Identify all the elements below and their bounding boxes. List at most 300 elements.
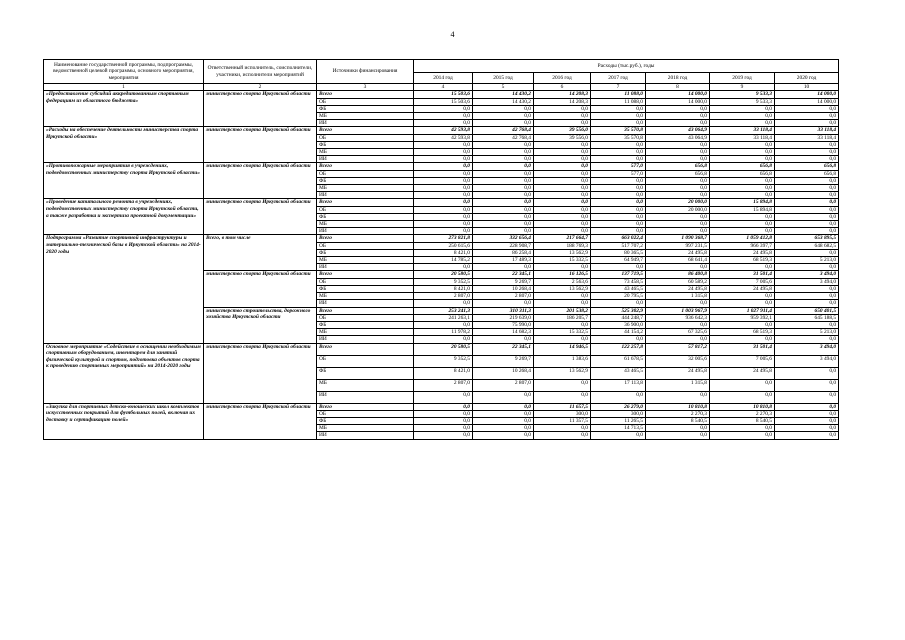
expense-value: 0,0 [591,199,646,206]
expense-value: 11 088,0 [591,98,646,105]
expense-value: 24 495,8 [710,367,775,379]
program-name: Подпрограмма «Развитие спортивной инфраструктуры и материально-технической базы в Иркутской области» на 2014-2020 годы [44,235,204,343]
funding-source: ФБ [317,141,414,148]
expense-value: 2 807,0 [414,293,473,300]
expense-value: 8 421,0 [414,285,473,292]
expense-value: 0,0 [775,228,839,235]
expense-value: 73 458,5 [591,278,646,285]
expense-value: 7 005,6 [710,278,775,285]
expense-value: 31 501,4 [710,271,775,278]
expense-value: 0,0 [473,120,534,127]
expense-value: 9 533,3 [710,91,775,98]
expense-value: 9 269,7 [473,355,534,367]
expense-value: 43 064,9 [646,134,710,141]
expense-value: 0,0 [414,321,473,328]
expense-value: 13 562,9 [534,285,591,292]
expense-value: 0,0 [414,410,473,417]
funding-source: ФБ [317,249,414,256]
expense-value: 0,0 [710,379,775,391]
funding-source: ФБ [317,417,414,424]
col-name-header: Наименование государственной программы, подпрограммы, ведомственной целевой программы, основного мероприятия, мероприятия [44,60,204,84]
funding-source: ИИ [317,391,414,403]
expense-value: 14 682,3 [473,329,534,336]
expense-value: 228 908,7 [473,242,534,249]
expense-value: 8 540,5 [710,417,775,424]
expense-value: 0,0 [710,149,775,156]
column-number: 10 [775,84,839,91]
expense-value: 0,0 [646,228,710,235]
expense-value: 0,0 [534,192,591,199]
expense-value: 0,0 [646,221,710,228]
table-row [44,199,839,206]
expense-value: 0,0 [710,120,775,127]
expense-value: 20 000,0 [646,199,710,206]
expense-value: 2 563,6 [534,278,591,285]
expense-value: 22 345,1 [473,271,534,278]
expense-value: 1 059 412,8 [710,235,775,242]
expense-value: 2 270,3 [646,410,710,417]
expense-value: 0,0 [646,113,710,120]
expense-value: 0,0 [473,199,534,206]
funding-source: МБ [317,185,414,192]
expense-value: 0,0 [591,264,646,271]
table-row [44,163,839,170]
expense-value: 42 768,4 [473,127,534,134]
expense-value: 0,0 [534,141,591,148]
expense-value: 33 118,4 [775,127,839,134]
col-resp-header: Ответственный исполнитель, соисполнители, участники, исполнители мероприятий [204,60,317,84]
expense-value: 0,0 [646,432,710,439]
expense-value: 14 000,0 [646,98,710,105]
expense-value: 0,0 [591,120,646,127]
expense-value: 273 821,8 [414,235,473,242]
expense-value: 0,0 [710,185,775,192]
expense-value: 0,0 [646,391,710,403]
expense-value: 10 268,4 [473,367,534,379]
expense-value: 9 352,5 [414,355,473,367]
expense-value: 0,0 [775,321,839,328]
expense-value: 0,0 [591,192,646,199]
expense-value: 0,0 [646,192,710,199]
expense-value: 20 580,5 [414,343,473,355]
expense-value: 0,0 [534,120,591,127]
expense-value: 2 807,0 [473,293,534,300]
expense-value: 5 213,0 [775,329,839,336]
responsible-executor: министерство спорта Иркутской области [204,127,317,163]
responsible-executor: министерство спорта Иркутской области [204,343,317,403]
page-number: 4 [450,30,455,39]
program-name: «Закупка для спортивных детско-юношеских школ комплектов искусственных покрытий для футбольных полей, включая их доставку и сертификацию полей» [44,403,204,439]
expense-value: 0,0 [646,156,710,163]
col-expenses-header: Расходы (тыс.руб.), годы [414,60,839,73]
expense-value: 0,0 [414,192,473,199]
column-number: 5 [473,84,534,91]
expense-value: 997 231,5 [646,242,710,249]
expense-value: 17 113,8 [591,379,646,391]
header-row [44,60,839,73]
expense-value: 0,0 [710,264,775,271]
expense-value: 0,0 [775,105,839,112]
responsible-executor: министерство спорта Иркутской области [204,403,317,439]
expense-value: 959 392,1 [710,314,775,321]
expense-value: 0,0 [775,425,839,432]
expense-value: 517 707,2 [591,242,646,249]
expense-value: 656,8 [646,170,710,177]
expense-value: 0,0 [646,213,710,220]
expense-value: 656,8 [775,170,839,177]
expense-value: 0,0 [414,391,473,403]
responsible-executor: министерство спорта Иркутской области [204,91,317,127]
expense-value: 0,0 [710,336,775,343]
expense-value: 0,0 [534,105,591,112]
expense-value: 0,0 [591,336,646,343]
expense-value: 0,0 [710,293,775,300]
expense-value: 0,0 [775,336,839,343]
expense-value: 0,0 [710,221,775,228]
expense-value: 0,0 [473,425,534,432]
funding-source: ФБ [317,285,414,292]
expense-value: 0,0 [710,192,775,199]
expense-value: 0,0 [775,403,839,410]
expense-value: 8 421,0 [414,249,473,256]
expense-value: 0,0 [414,177,473,184]
expense-value: 1 315,8 [646,379,710,391]
funding-source: МБ [317,379,414,391]
expense-value: 0,0 [591,391,646,403]
expense-value: 14 000,0 [775,98,839,105]
funding-source: ОБ [317,410,414,417]
expense-value: 0,0 [591,206,646,213]
expense-value: 0,0 [414,228,473,235]
expense-value: 0,0 [710,105,775,112]
funding-source: Всего [317,403,414,410]
expenses-table [43,59,839,440]
expense-value: 39 556,0 [534,134,591,141]
funding-source: ФБ [317,213,414,220]
expense-value: 0,0 [473,417,534,424]
funding-source: Всего [317,271,414,278]
expense-value: 0,0 [414,120,473,127]
expense-value: 186 205,7 [534,314,591,321]
expense-value: 0,0 [473,192,534,199]
expense-value: 8 540,5 [646,417,710,424]
expense-value: 137 719,5 [591,271,646,278]
expense-value: 0,0 [473,432,534,439]
expense-value: 14 713,5 [591,425,646,432]
expense-value: 0,0 [534,206,591,213]
expense-value: 0,0 [534,177,591,184]
column-number: 7 [591,84,646,91]
year-header: 2020 год [775,73,839,84]
expense-value: 1 383,6 [534,355,591,367]
expense-value: 36 900,0 [591,321,646,328]
expense-value: 0,0 [534,391,591,403]
expense-value: 0,0 [710,156,775,163]
expense-value: 0,0 [710,321,775,328]
expense-value: 0,0 [646,120,710,127]
expense-value: 0,0 [710,177,775,184]
funding-source: Всего [317,127,414,134]
expense-value: 24 495,8 [646,367,710,379]
expense-value: 0,0 [710,425,775,432]
expense-value: 15 894,8 [710,199,775,206]
program-name: «Расходы на обеспечение деятельности министерства спорта Иркутской области» [44,127,204,163]
expense-value: 0,0 [473,228,534,235]
expense-value: 13 562,9 [534,249,591,256]
funding-source: ИИ [317,300,414,307]
funding-source: Всего [317,235,414,242]
expense-value: 656,8 [775,163,839,170]
expense-value: 0,0 [775,177,839,184]
expense-value: 0,0 [775,120,839,127]
expense-value: 0,0 [414,156,473,163]
expense-value: 16 126,5 [534,271,591,278]
table-row [44,343,839,355]
expense-value: 0,0 [534,113,591,120]
expense-value: 15 332,5 [534,257,591,264]
funding-source: ФБ [317,105,414,112]
expense-value: 444 248,7 [591,314,646,321]
expense-value: 0,0 [473,336,534,343]
expense-value: 3 494,0 [775,271,839,278]
expense-value: 648 682,5 [775,242,839,249]
funding-source: МБ [317,149,414,156]
column-number: 8 [646,84,710,91]
expense-value: 0,0 [710,391,775,403]
expense-value: 0,0 [473,177,534,184]
expense-value: 0,0 [710,228,775,235]
expense-value: 0,0 [775,249,839,256]
expense-value: 11 088,0 [591,91,646,98]
expense-value: 14 000,0 [646,91,710,98]
expense-value: 241 263,1 [414,314,473,321]
expense-value: 0,0 [775,417,839,424]
expense-value: 86 400,8 [646,271,710,278]
expense-value: 0,0 [775,156,839,163]
expense-value: 0,0 [534,149,591,156]
expense-value: 2 807,0 [414,379,473,391]
expense-value: 656,8 [710,163,775,170]
expense-value: 42 593,8 [414,134,473,141]
expense-value: 0,0 [646,149,710,156]
expense-value: 0,0 [591,113,646,120]
expense-value: 35 570,8 [591,134,646,141]
expense-value: 13 562,9 [534,367,591,379]
expense-value: 0,0 [775,367,839,379]
expense-value: 42 593,8 [414,127,473,134]
expense-value: 0,0 [591,228,646,235]
expense-value: 0,0 [414,213,473,220]
expense-value: 67 325,6 [646,329,710,336]
expense-value: 0,0 [775,213,839,220]
year-header: 2018 год [646,73,710,84]
expense-value: 0,0 [591,177,646,184]
expense-value: 0,0 [646,321,710,328]
expense-value: 0,0 [591,149,646,156]
funding-source: ОБ [317,206,414,213]
funding-source: Всего [317,199,414,206]
expense-value: 0,0 [414,336,473,343]
funding-source: ОБ [317,278,414,285]
expense-value: 0,0 [646,336,710,343]
expense-value: 11 357,5 [534,417,591,424]
expense-value: 7 005,6 [710,355,775,367]
expense-value: 0,0 [710,113,775,120]
expense-value: 0,0 [534,213,591,220]
expense-value: 0,0 [775,293,839,300]
funding-source: ИИ [317,228,414,235]
expense-value: 9 352,5 [414,278,473,285]
funding-source: Всего [317,343,414,355]
expense-value: 31 501,4 [710,343,775,355]
funding-source: ОБ [317,355,414,367]
expense-value: 1 027 911,4 [710,307,775,314]
expense-value: 653 895,5 [775,235,839,242]
funding-source: Всего [317,163,414,170]
expense-value: 645 188,5 [775,314,839,321]
funding-source: МБ [317,113,414,120]
expense-value: 0,0 [414,206,473,213]
funding-source: МБ [317,221,414,228]
funding-source: ОБ [317,314,414,321]
expense-value: 0,0 [473,410,534,417]
expense-value: 0,0 [414,113,473,120]
expense-value: 0,0 [710,213,775,220]
expense-value: 0,0 [775,149,839,156]
column-number: 1 [44,84,204,91]
expense-value: 44 154,2 [591,329,646,336]
expense-value: 253 241,3 [414,307,473,314]
expense-value: 14 208,3 [534,91,591,98]
expense-value: 80 365,5 [591,249,646,256]
expense-value: 0,0 [775,192,839,199]
funding-source: ФБ [317,321,414,328]
expense-value: 14 208,3 [534,98,591,105]
expense-value: 0,0 [710,300,775,307]
funding-source: МБ [317,329,414,336]
expense-value: 15 894,8 [710,206,775,213]
expense-value: 11 657,5 [534,403,591,410]
column-number: 9 [710,84,775,91]
expense-value: 0,0 [534,170,591,177]
expense-value: 332 656,4 [473,235,534,242]
expense-value: 122 257,8 [591,343,646,355]
funding-source: ИИ [317,336,414,343]
funding-source: ИИ [317,432,414,439]
expense-value: 0,0 [534,336,591,343]
year-header: 2019 год [710,73,775,84]
expense-value: 2 807,0 [473,379,534,391]
expense-value: 0,0 [646,141,710,148]
expense-value: 0,0 [414,149,473,156]
expense-value: 39 556,0 [534,127,591,134]
expense-value: 0,0 [646,425,710,432]
expense-value: 0,0 [775,379,839,391]
expense-value: 11 265,5 [591,417,646,424]
expense-value: 0,0 [591,300,646,307]
program-name: Основное мероприятие «Содействие в оснащении необходимым спортивным оборудованием, инвентарем для занятий физической культурой и спортом, подготовка объектов спорта к проведению спортивных мероприятий» на 2014-2020 годы [44,343,204,403]
expense-value: 0,0 [473,391,534,403]
expense-value: 0,0 [414,300,473,307]
funding-source: ФБ [317,177,414,184]
expense-value: 0,0 [775,285,839,292]
expense-value: 26 279,0 [591,403,646,410]
expense-value: 577,0 [591,170,646,177]
program-name: «Противопожарные мероприятия в учреждениях, подведомственных министерству спорта Иркутской области» [44,163,204,199]
column-number: 6 [534,84,591,91]
expense-value: 0,0 [710,432,775,439]
expense-value: 5 213,0 [775,257,839,264]
expense-value: 0,0 [414,432,473,439]
expense-value: 8 421,0 [414,367,473,379]
expense-value: 15 503,6 [414,98,473,105]
responsible-executor: министерство строительства, дорожного хозяйства Иркутской области [204,307,317,343]
expense-value: 32 005,6 [646,355,710,367]
funding-source: ФБ [317,367,414,379]
year-header: 2014 год [414,73,473,84]
expense-value: 3 494,0 [775,278,839,285]
expense-value: 0,0 [473,149,534,156]
expense-value: 188 769,3 [534,242,591,249]
expense-value: 250 615,6 [414,242,473,249]
expense-value: 0,0 [775,264,839,271]
expense-value: 0,0 [646,264,710,271]
expense-value: 0,0 [646,177,710,184]
expense-value: 0,0 [775,432,839,439]
year-header: 2016 год [534,73,591,84]
expense-value: 0,0 [591,141,646,148]
expense-value: 64 949,7 [591,257,646,264]
expense-value: 10 810,8 [646,403,710,410]
responsible-executor: Всего, в том числе [204,235,317,271]
expense-value: 9 269,7 [473,278,534,285]
expense-value: 310 311,3 [473,307,534,314]
expense-value: 0,0 [534,321,591,328]
expense-value: 0,0 [534,425,591,432]
expense-value: 57 817,2 [646,343,710,355]
expense-value: 33 118,4 [710,127,775,134]
funding-source: ИИ [317,264,414,271]
funding-source: МБ [317,257,414,264]
expense-value: 0,0 [414,170,473,177]
expense-value: 0,0 [710,141,775,148]
expense-value: 68 519,3 [710,329,775,336]
expense-value: 35 570,8 [591,127,646,134]
expense-value: 10 268,4 [473,285,534,292]
expense-value: 0,0 [473,141,534,148]
expense-value: 0,0 [473,163,534,170]
expense-value: 43 465,5 [591,285,646,292]
expense-value: 0,0 [646,300,710,307]
expense-value: 42 768,4 [473,134,534,141]
expense-value: 0,0 [534,221,591,228]
expense-value: 0,0 [414,264,473,271]
responsible-executor: министерство спорта Иркутской области [204,163,317,199]
column-number: 4 [414,84,473,91]
responsible-executor: министерство спорта Иркутской области [204,271,317,307]
expense-value: 217 664,7 [534,235,591,242]
expense-value: 525 302,9 [591,307,646,314]
expense-value: 0,0 [414,417,473,424]
column-numbers-row [44,84,839,91]
funding-source: ОБ [317,242,414,249]
column-number: 3 [317,84,414,91]
expense-value: 0,0 [473,156,534,163]
expense-value: 68 641,4 [646,257,710,264]
expense-value: 0,0 [414,105,473,112]
expense-value: 0,0 [591,213,646,220]
funding-source: ОБ [317,170,414,177]
